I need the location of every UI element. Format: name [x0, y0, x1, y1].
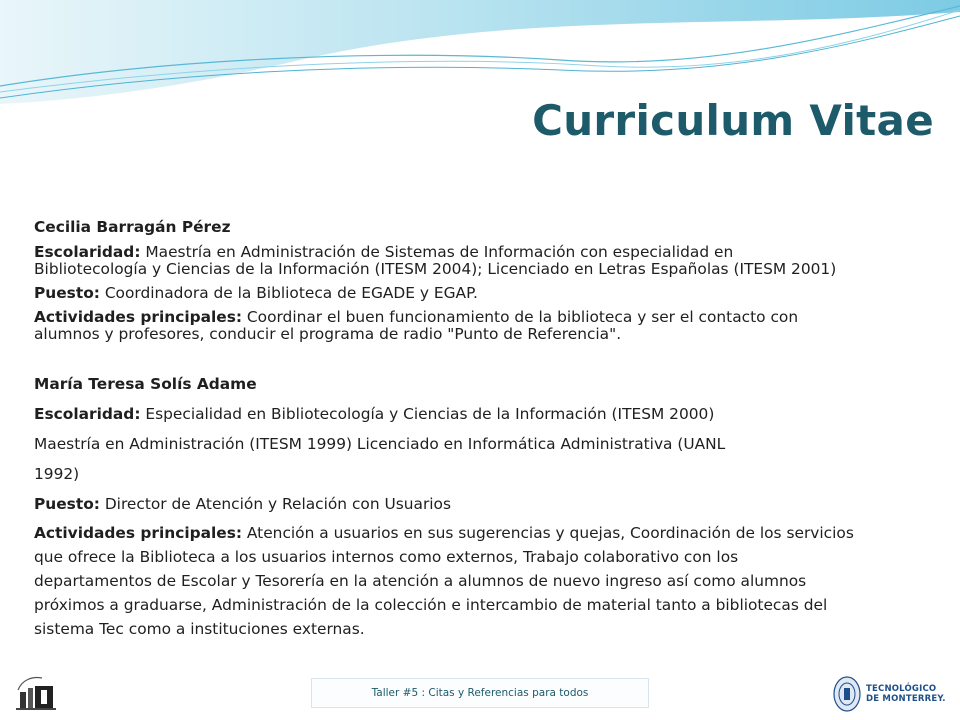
person2-position — [34, 489, 934, 519]
person2-activities-line3: departamentos de Escolar y Tesorería en la atención a alumnos de nuevo ingreso así como alumnos — [34, 572, 807, 590]
footer-caption-box — [311, 678, 649, 708]
person2-education-line2: Maestría en Administración (ITESM 1999) Licenciado en Informática Administrativa (UANL — [34, 435, 726, 453]
person1-position-value: Coordinadora de la Biblioteca de EGADE y EGAP. — [99, 284, 478, 302]
tec-logo-line2: DE MONTERREY. — [866, 694, 946, 704]
person2-activities-line2: que ofrece la Biblioteca a los usuarios internos como externos, Trabajo colaborativo con los — [34, 548, 739, 566]
cv-content — [34, 219, 934, 641]
slide-title: Curriculum Vitae — [532, 96, 934, 145]
person2-education-label: Escolaridad: — [34, 405, 141, 423]
person2-activities — [34, 521, 934, 641]
tec-emblem-icon — [832, 674, 862, 714]
person1-name: Cecilia Barragán Pérez — [34, 218, 231, 236]
person1-education — [34, 244, 934, 278]
library-logo-icon — [14, 672, 58, 712]
person2-activities-label: Actividades principales: — [34, 524, 243, 542]
person1-activities — [34, 309, 934, 343]
person2-position-label: Puesto: — [34, 495, 100, 513]
person2-activities-line4: próximos a graduarse, Administración de la colección e intercambio de material tanto a bibliotecas del — [34, 596, 828, 614]
person1-activities-line2: alumnos y profesores, conducir el programa de radio "Punto de Referencia". — [34, 325, 622, 343]
person2-education — [34, 399, 934, 489]
person2-name: María Teresa Solís Adame — [34, 375, 257, 393]
person2-activities-line1: Atención a usuarios en sus sugerencias y quejas, Coordinación de los servicios — [242, 524, 854, 542]
person1-education-line1: Maestría en Administración de Sistemas de Información con especialidad en — [140, 243, 734, 261]
person1-activities-label: Actividades principales: — [34, 308, 243, 326]
person1-education-label: Escolaridad: — [34, 243, 141, 261]
person2-education-line1: Especialidad en Bibliotecología y Ciencias de la Información (ITESM 2000) — [140, 405, 715, 423]
person2-education-line3: 1992) — [34, 465, 80, 483]
person1-position — [34, 285, 934, 302]
tec-monterrey-logo — [832, 672, 950, 716]
person2-activities-line5: sistema Tec como a instituciones externas. — [34, 620, 365, 638]
person1-activities-line1: Coordinar el buen funcionamiento de la biblioteca y ser el contacto con — [242, 308, 799, 326]
header-wave-decoration — [0, 0, 960, 110]
person1-position-label: Puesto: — [34, 284, 100, 302]
footer-caption: Taller #5 : Citas y Referencias para todos — [371, 687, 589, 699]
person1-education-line2: Bibliotecología y Ciencias de la Información (ITESM 2004); Licenciado en Letras Españolas (ITESM 2001) — [34, 260, 837, 278]
person2-position-value: Director de Atención y Relación con Usuarios — [99, 495, 451, 513]
tec-logo-line1: TECNOLÓGICO — [866, 684, 937, 694]
